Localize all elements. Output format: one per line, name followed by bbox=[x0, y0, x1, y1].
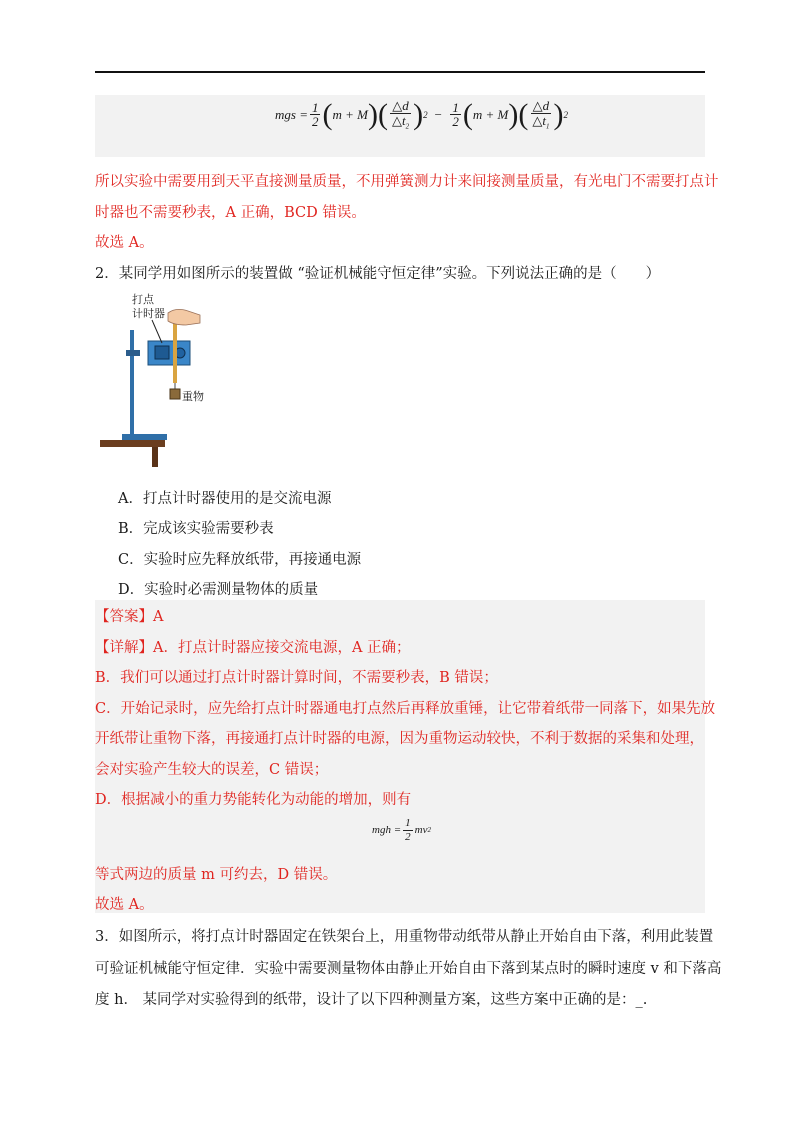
leader-line bbox=[152, 320, 162, 343]
half-fraction: $\frac{1}{2}$ bbox=[311, 99, 319, 130]
detail-c-2: 开纸带让重物下落，再接通打点计时器的电源，因为重物运动较快，不利于数据的采集和处理， bbox=[95, 731, 704, 747]
option-b: B．完成该实验需要秒表 bbox=[118, 521, 274, 537]
label-weight: 重物 bbox=[182, 390, 204, 403]
energy-formula: mgs = $\frac{1}{2}$ ( m + M ) ( $\frac{\triangle d}{\triangle t_2}$ ) 2 − $\frac{1}{2}$ ( m + M ) ( $\frac{\triangle d}{\triangle t_1}$ ) 2 bbox=[275, 98, 568, 131]
conclusion-1: 故选 A。 bbox=[95, 235, 154, 251]
stand-pole bbox=[130, 330, 134, 435]
apparatus-figure bbox=[100, 293, 215, 473]
delta-fraction-1: $\frac{\triangle d}{\triangle t_1}$ bbox=[532, 98, 550, 131]
q2-stem: 2．某同学用如图所示的装置做 “验证机械能守恒定律”实验。下列说法正确的是（ ） bbox=[95, 266, 661, 282]
detail-c-3: 会对实验产生较大的误差，C 错误； bbox=[95, 762, 329, 778]
clamp bbox=[126, 350, 140, 356]
kinetic-formula: mgh = $\frac{1}{2}$ mv 2 bbox=[372, 817, 431, 843]
detail-d: D．根据减小的重力势能转化为动能的增加，则有 bbox=[95, 792, 412, 808]
detail-b: B．我们可以通过打点计时器计算时间，不需要秒表，B 错误； bbox=[95, 670, 498, 686]
option-a: A．打点计时器使用的是交流电源 bbox=[118, 491, 332, 507]
option-d: D．实验时必需测量物体的质量 bbox=[118, 582, 319, 598]
paper-tape bbox=[173, 315, 177, 383]
conclusion-2: 故选 A。 bbox=[95, 897, 154, 913]
delta-fraction-2: $\frac{\triangle d}{\triangle t_2}$ bbox=[391, 98, 410, 131]
explain-line-1: 所以实验中需要用到天平直接测量质量，不用弹簧测力计来间接测量质量，有光电门不需要打点计 bbox=[95, 174, 719, 190]
kinetic-half-fraction: $\frac{1}{2}$ bbox=[405, 817, 411, 843]
q3-line-1: 3．如图所示，将打点计时器固定在铁架台上，用重物带动纸带从静止开始自由下落，利用此装置 bbox=[95, 929, 714, 945]
label-timer: 打点 bbox=[132, 293, 154, 306]
answer-line: 【答案】A bbox=[95, 609, 164, 625]
table-leg bbox=[152, 447, 158, 467]
half-fraction-2: $\frac{1}{2}$ bbox=[452, 99, 459, 130]
hand bbox=[168, 309, 200, 325]
detail-c-1: C．开始记录时，应先给打点计时器通电打点然后再释放重锤，让它带着纸带一同落下，如果先放 bbox=[95, 701, 716, 717]
q3-line-3: 度 h． 某同学对实验得到的纸带，设计了以下四种测量方案，这些方案中正确的是：_. bbox=[95, 992, 648, 1008]
stand-base bbox=[122, 434, 167, 440]
explain-line-2: 时器也不需要秒表，A 正确，BCD 错误。 bbox=[95, 205, 366, 221]
table-top bbox=[100, 440, 165, 447]
q3-line-2: 可验证机械能守恒定律．实验中需要测量物体由静止开始自由下落到某点时的瞬时速度 v 和下落高 bbox=[95, 961, 722, 977]
weight-block bbox=[170, 389, 180, 399]
timer-apparatus-drawing bbox=[100, 293, 215, 473]
detail-after: 等式两边的质量 m 可约去，D 错误。 bbox=[95, 867, 338, 883]
option-c: C．实验时应先释放纸带，再接通电源 bbox=[118, 552, 362, 568]
detail-a: 【详解】A．打点计时器应接交流电源，A 正确； bbox=[95, 640, 411, 656]
header-rule bbox=[95, 71, 705, 73]
label-timer-2: 计时器 bbox=[132, 307, 165, 320]
